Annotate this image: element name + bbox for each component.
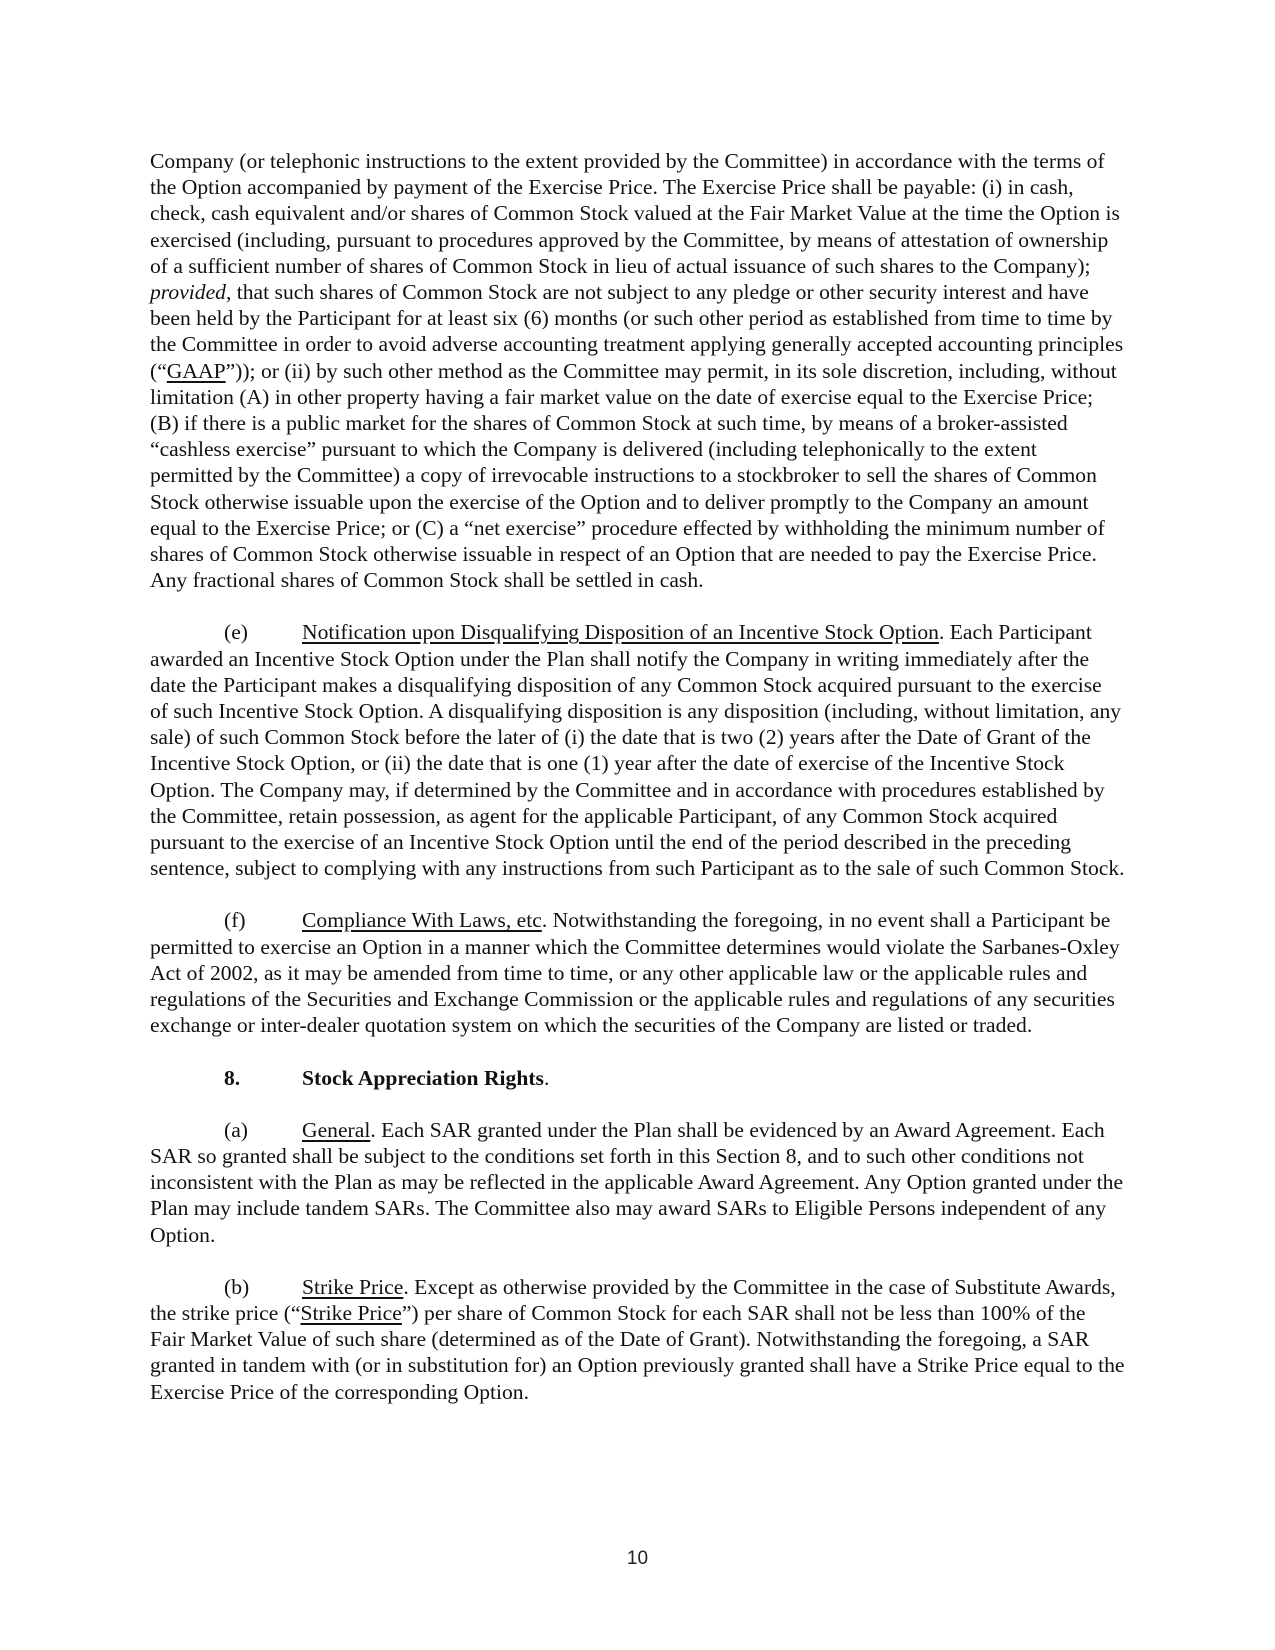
paragraph-text: ”) per share of Common Stock for each SAR shall not be less than 100% of the Fair Market Value of such share (determined as of the Date of Grant). Notwithstanding the foregoing, a SAR granted in tandem with (or in substitution for) an Option previously granted shall have a Strike Price equal to the Exercise Price of the corresponding Option. xyxy=(150,1300,1125,1404)
paragraph-text: , that such shares of Common Stock are not subject to any pledge or other security interest and have been held by the Participant for at least six (6) months (or such other period as established from time to time by the Committee in order to avoid adverse accounting treatment applying generally accepted accounting principles (“ xyxy=(150,280,1124,383)
paragraph-heading: General xyxy=(302,1117,371,1142)
section-heading-8 xyxy=(150,1065,1125,1091)
paragraph-text: Company (or telephonic instructions to the extent provided by the Committee) in accordance with the terms of the Option accompanied by payment of the Exercise Price. The Exercise Price shall be payable: (i) in cash, check, cash equivalent and/or shares of Common Stock valued at the Fair Market Value at the time the Option is exercised (including, pursuant to procedures approved by the Committee, by means of attestation of ownership of a sufficient number of shares of Common Stock in lieu of actual issuance of such shares to the Company); xyxy=(150,149,1120,278)
section-title: Stock Appreciation Rights xyxy=(302,1065,544,1090)
section-number: 8. xyxy=(224,1065,241,1090)
paragraph-f xyxy=(150,907,1125,1038)
paragraph-number: (a) xyxy=(224,1117,248,1142)
paragraph-heading: Strike Price xyxy=(302,1274,404,1299)
paragraph-number: (b) xyxy=(224,1274,250,1299)
paragraph-heading: Compliance With Laws, etc xyxy=(302,908,542,933)
provided-term: provided xyxy=(150,280,226,305)
paragraph-text: . Except as otherwise provided by the Committee in the case of Substitute Awards, the strike price (“ xyxy=(150,1274,1116,1325)
paragraph-heading: Notification upon Disqualifying Disposition of an Incentive Stock Option xyxy=(302,620,939,645)
paragraph-text: ”)); or (ii) by such other method as the Committee may permit, in its sole discretion, including, without limitation (A) in other property having a fair market value on the date of exercise equal to the Exercise Price; (B) if there is a public market for the shares of Common Stock at such time, by means of a broker-assisted “cashless exercise” pursuant to which the Company is delivered (including telephonically to the extent permitted by the Committee) a copy of irrevocable instructions to a stockbroker to sell the shares of Common Stock otherwise issuable upon the exercise of the Option and to deliver promptly to the Company an amount equal to the Exercise Price; or (C) a “net exercise” procedure effected by withholding the minimum number of shares of Common Stock otherwise issuable in respect of an Option that are needed to pay the Exercise Price. Any fractional shares of Common Stock shall be settled in cash. xyxy=(150,358,1117,593)
page-number: 10 xyxy=(626,1548,649,1569)
paragraph-number: (e) xyxy=(224,620,248,645)
paragraph-8a xyxy=(150,1117,1125,1248)
document-page xyxy=(150,148,1125,1431)
paragraph-number: (f) xyxy=(224,908,246,933)
paragraph-text: . Each Participant awarded an Incentive Stock Option under the Plan shall notify the Company in writing immediately after the date the Participant makes a disqualifying disposition of any Common Stock acquired pursuant to the exercise of such Incentive Stock Option. A disqualifying disposition is any disposition (including, without limitation, any sale) of such Common Stock before the later of (i) the date that is two (2) years after the Date of Grant of the Incentive Stock Option, or (ii) the date that is one (1) year after the date of exercise of the Incentive Stock Option. The Company may, if determined by the Committee and in accordance with procedures established by the Committee, retain possession, as agent for the applicable Participant, of any Common Stock acquired pursuant to the exercise of an Incentive Stock Option until the end of the period described in the preceding sentence, subject to complying with any instructions from such Participant as to the sale of such Common Stock. xyxy=(150,620,1125,881)
paragraph-text: . Notwithstanding the foregoing, in no event shall a Participant be permitted to exercise an Option in a manner which the Committee determines would violate the Sarbanes-Oxley Act of 2002, as it may be amended from time to time, or any other applicable law or the applicable rules and regulations of the Securities and Exchange Commission or the applicable rules and regulations of any securities exchange or inter-dealer quotation system on which the securities of the Company are listed or traded. xyxy=(150,908,1120,1038)
paragraph-e xyxy=(150,619,1125,881)
section-title-period: . xyxy=(543,1065,550,1090)
strike-price-defined-term: Strike Price xyxy=(300,1300,402,1325)
gaap-defined-term: GAAP xyxy=(166,358,226,383)
paragraph-text: . Each SAR granted under the Plan shall be evidenced by an Award Agreement. Each SAR so granted shall be subject to the conditions set forth in this Section 8, and to such other conditions not inconsistent with the Plan as may be reflected in the applicable Award Agreement. Any Option granted under the Plan may include tandem SARs. The Committee also may award SARs to Eligible Persons independent of any Option. xyxy=(150,1117,1124,1247)
paragraph-exercise-price-continued xyxy=(150,148,1125,593)
paragraph-8b xyxy=(150,1274,1125,1405)
